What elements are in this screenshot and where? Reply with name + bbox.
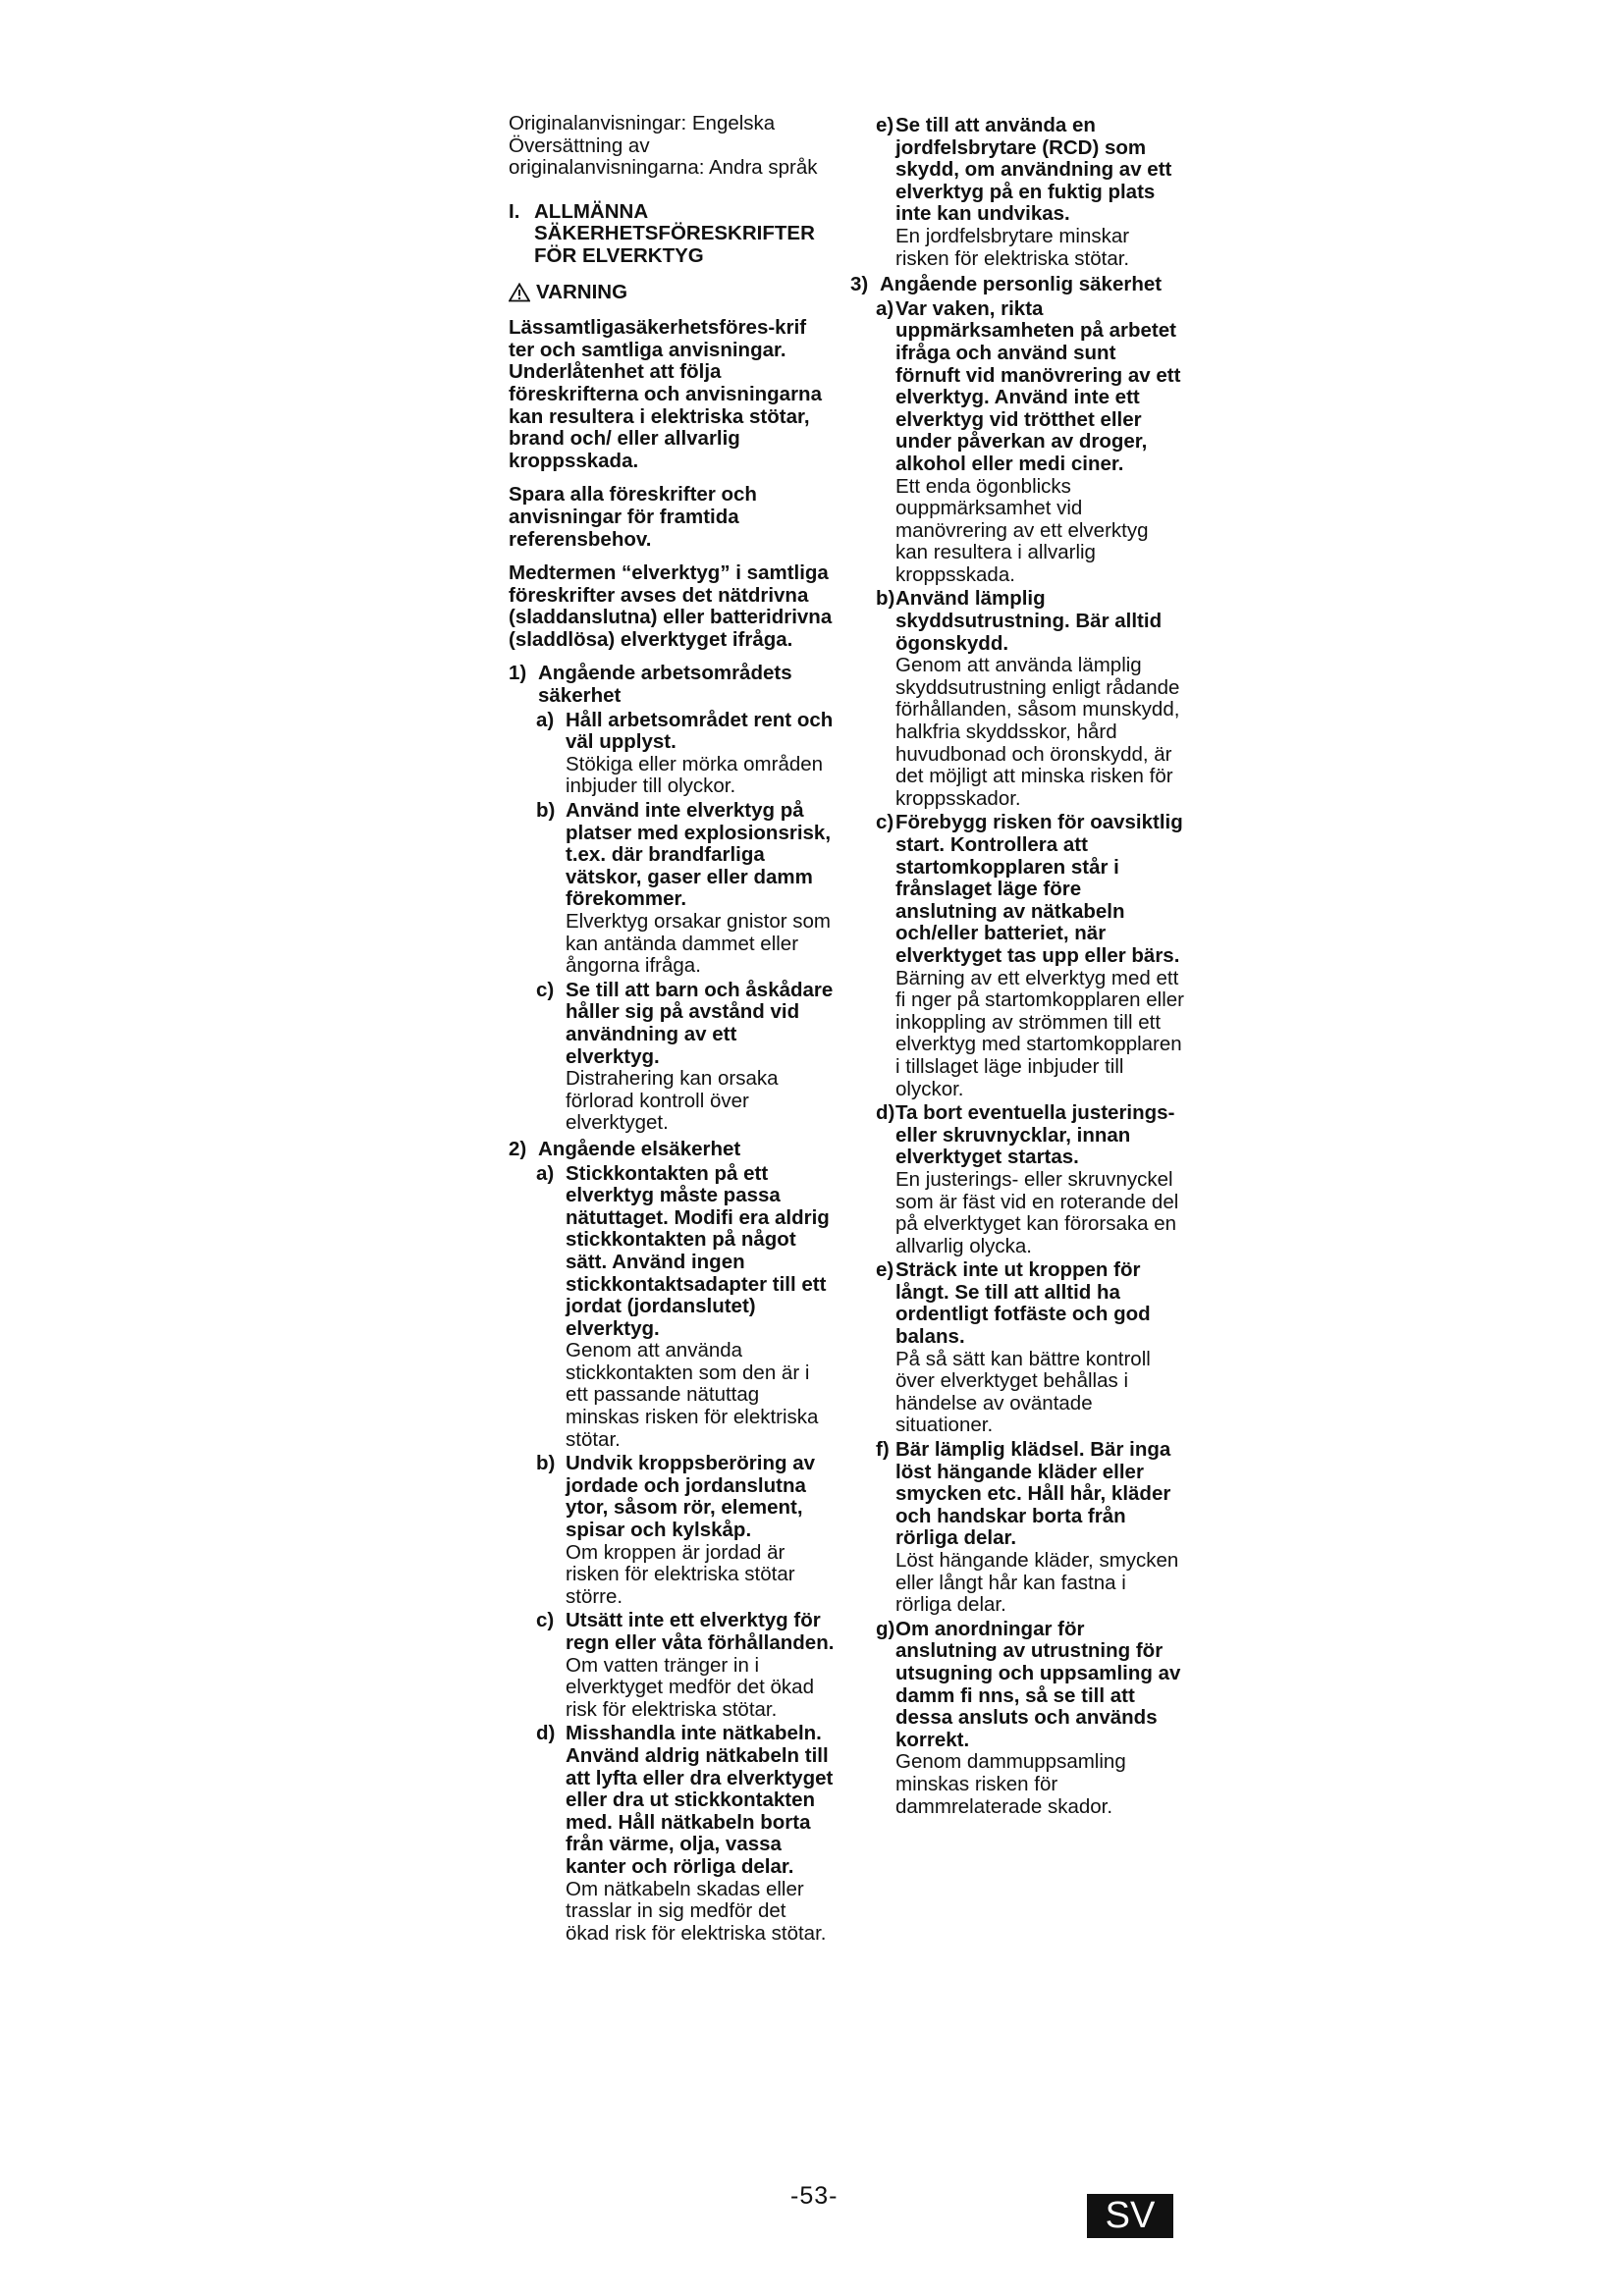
list-item (509, 1723, 835, 1945)
general-safety-heading (509, 201, 835, 268)
list-item (850, 115, 1184, 270)
section-title: Angående arbetsområdets säkerhet (538, 662, 792, 708)
item-marker: g) (876, 1617, 895, 1640)
item-marker: e) (876, 114, 894, 136)
item-description: Genom dammuppsamling minskas risken för dammrelaterade skador. (895, 1750, 1126, 1818)
item-description: Stökiga eller mörka områden inbjuder till olyckor. (566, 752, 824, 798)
safety-paragraph: Spara alla föreskrifter och anvisningar för framtida referensbehov. (509, 483, 757, 551)
item-title: Var vaken, rikta uppmärksamheten på arbetet ifråga och använd sunt förnuft vid manövrering av ett elverktyg. Använd inte ett elverktyg vid trötthet eller under påverkan av droger, alkohol eller medi ciner. (895, 296, 1181, 475)
page-number: -53- (790, 2182, 839, 2210)
item-description: Löst hängande kläder, smycken eller långt hår kan fastna i rörliga delar. (895, 1549, 1179, 1617)
list-item (509, 1163, 835, 1452)
left-column (509, 113, 835, 1945)
item-title: Håll arbetsområdet rent och väl upplyst. (566, 708, 834, 754)
list-item (509, 1453, 835, 1608)
item-marker: c) (876, 811, 894, 834)
item-description: Ett enda ögonblicks ouppmärksamhet vid manövrering av ett elverktyg kan resultera i allvarlig kroppsskada. (895, 474, 1149, 586)
item-title: Utsätt inte ett elverktyg för regn eller våta förhållanden. (566, 1609, 835, 1654)
section-electrical-safety (509, 1139, 835, 1161)
list-item (850, 812, 1184, 1100)
list-item (509, 1610, 835, 1721)
list-item (850, 1619, 1184, 1818)
item-title: Se till att barn och åskådare håller sig på avstånd vid användning av ett elverktyg. (566, 978, 834, 1068)
item-marker: a) (536, 1161, 555, 1185)
item-marker: f) (876, 1438, 890, 1462)
item-marker: d) (876, 1101, 895, 1125)
item-marker: b) (536, 799, 556, 823)
warning-text: VARNING (536, 280, 628, 303)
section-work-area (509, 663, 835, 707)
section-number: 3) (850, 273, 869, 296)
item-description: En jordfelsbrytare minskar risken för elektriska stötar. (895, 224, 1130, 270)
item-description: Genom att använda lämplig skyddsutrustning enligt rådande förhållanden, såsom munskydd, halkfria skyddsskor, hård huvudbonad och öronskydd, är det möjligt att minska risken för kroppsskador. (895, 654, 1180, 810)
section-personal-safety (850, 274, 1184, 296)
item-title: Sträck inte ut kroppen för långt. Se till att alltid ha ordentligt fotfäste och god balans. (895, 1258, 1151, 1349)
item-title: Stickkontakten på ett elverktyg måste passa nätuttaget. Modifi era aldrig stickkontakten på något sätt. Använd ingen stickkontaktsadapter till ett jordat (jordanslutet) elverktyg. (566, 1161, 830, 1340)
item-marker: c) (536, 978, 555, 1001)
item-title: Se till att använda en jordfelsbrytare (RCD) som skydd, om användning av ett elverktyg på en fuktig plats inte kan undvikas. (895, 114, 1172, 226)
item-title: Förebygg risken för oavsiktlig start. Kontrollera att startomkopplaren står i frånslaget läge före anslutning av nätkabeln och/eller batteriet, när elverktyget tas upp eller bärs. (895, 811, 1183, 967)
item-description: Om nätkabeln skadas eller trasslar in sig medför det ökad risk för elektriska stötar. (566, 1877, 827, 1945)
item-description: Distrahering kan orsaka förlorad kontroll över elverktyget. (566, 1067, 779, 1135)
item-marker: b) (876, 587, 895, 611)
safety-paragraph: Medtermen “elverktyg” i samtliga föreskrifter avses det nätdrivna (sladdanslutna) eller batteridrivna (sladdlösa) elverktyget ifråga. (509, 561, 833, 651)
list-item (509, 710, 835, 798)
item-description: Om kroppen är jordad är risken för elektriska stötar större. (566, 1540, 795, 1608)
item-marker: a) (536, 708, 555, 731)
item-title: Ta bort eventuella justerings- eller skruvnycklar, innan elverktyget startas. (895, 1101, 1175, 1169)
item-title: Använd lämplig skyddsutrustning. Bär alltid ögonskydd. (895, 587, 1163, 655)
list-item (850, 1259, 1184, 1437)
item-title: Misshandla inte nätkabeln. Använd aldrig nätkabeln till att lyfta eller dra elverktyget eller dra ut stickkontakten med. Håll nätkabeln borta från värme, olja, vassa kanter och rörliga delar. (566, 1722, 834, 1878)
list-item (850, 1439, 1184, 1617)
warning-triangle-icon (509, 283, 530, 302)
list-item (850, 588, 1184, 810)
intro-line: Originalanvisningar: Engelska (509, 112, 776, 134)
item-description: Bärning av ett elverktyg med ett fi nger på startomkopplaren eller inkoppling av strömmen till ett elverktyg med startomkopplaren i tillslaget läge inbjuder till olyckor. (895, 966, 1184, 1100)
list-item (509, 980, 835, 1135)
item-marker: e) (876, 1258, 894, 1282)
original-instructions-note (509, 113, 835, 180)
item-marker: d) (536, 1722, 556, 1745)
language-badge: SV (1087, 2194, 1173, 2238)
item-marker: c) (536, 1609, 555, 1632)
item-description: Om vatten tränger in i elverktyget medför det ökad risk för elektriska stötar. (566, 1653, 814, 1721)
list-item (509, 800, 835, 978)
safety-paragraph: Lässamtligasäkerhetsföres-krif ter och samtliga anvisningar. Underlåtenhet att följa föreskrifterna och anvisningarna kan resultera i elektriska stötar, brand och/ eller allvarlig kroppsskada. (509, 316, 822, 472)
item-marker: a) (876, 296, 894, 320)
right-column (850, 113, 1184, 1818)
item-description: Elverktyg orsakar gnistor som kan antända dammet eller ångorna ifråga. (566, 910, 832, 978)
item-description: Genom att använda stickkontakten som den är i ett passande nätuttag minskas risken för elektriska stötar. (566, 1339, 819, 1451)
item-title: Om anordningar för anslutning av utrustning för utsugning och uppsamling av damm fi nns, så se till att dessa ansluts och används korrekt. (895, 1617, 1181, 1751)
heading-text: ALLMÄNNA SÄKERHETSFÖRESKRIFTER FÖR ELVERKTYG (534, 199, 815, 267)
section-number: 1) (509, 662, 527, 685)
item-title: Bär lämplig klädsel. Bär inga löst hängande kläder eller smycken etc. Håll hår, kläder och handskar borta från rörliga delar. (895, 1438, 1171, 1550)
item-marker: b) (536, 1452, 556, 1475)
item-title: Använd inte elverktyg på platser med explosionsrisk, t.ex. där brandfarliga vätskor, gaser eller damm förekommer. (566, 799, 832, 911)
intro-line: Översättning av originalanvisningarna: Andra språk (509, 133, 818, 180)
item-description: En justerings- eller skruvnyckel som är fäst vid en roterande del på elverktyget kan förorsaka en allvarlig olycka. (895, 1167, 1179, 1257)
heading-number: I. (509, 199, 520, 223)
item-title: Undvik kroppsberöring av jordade och jordanslutna ytor, såsom rör, element, spisar och kylskåp. (566, 1452, 816, 1542)
section-title: Angående elsäkerhet (538, 1137, 741, 1160)
section-number: 2) (509, 1137, 527, 1160)
list-item (850, 1102, 1184, 1257)
warning-label (509, 282, 835, 304)
section-title: Angående personlig säkerhet (880, 273, 1163, 296)
list-item (850, 298, 1184, 587)
item-description: På så sätt kan bättre kontroll över elverktyget behållas i händelse av oväntade situationer. (895, 1347, 1151, 1437)
